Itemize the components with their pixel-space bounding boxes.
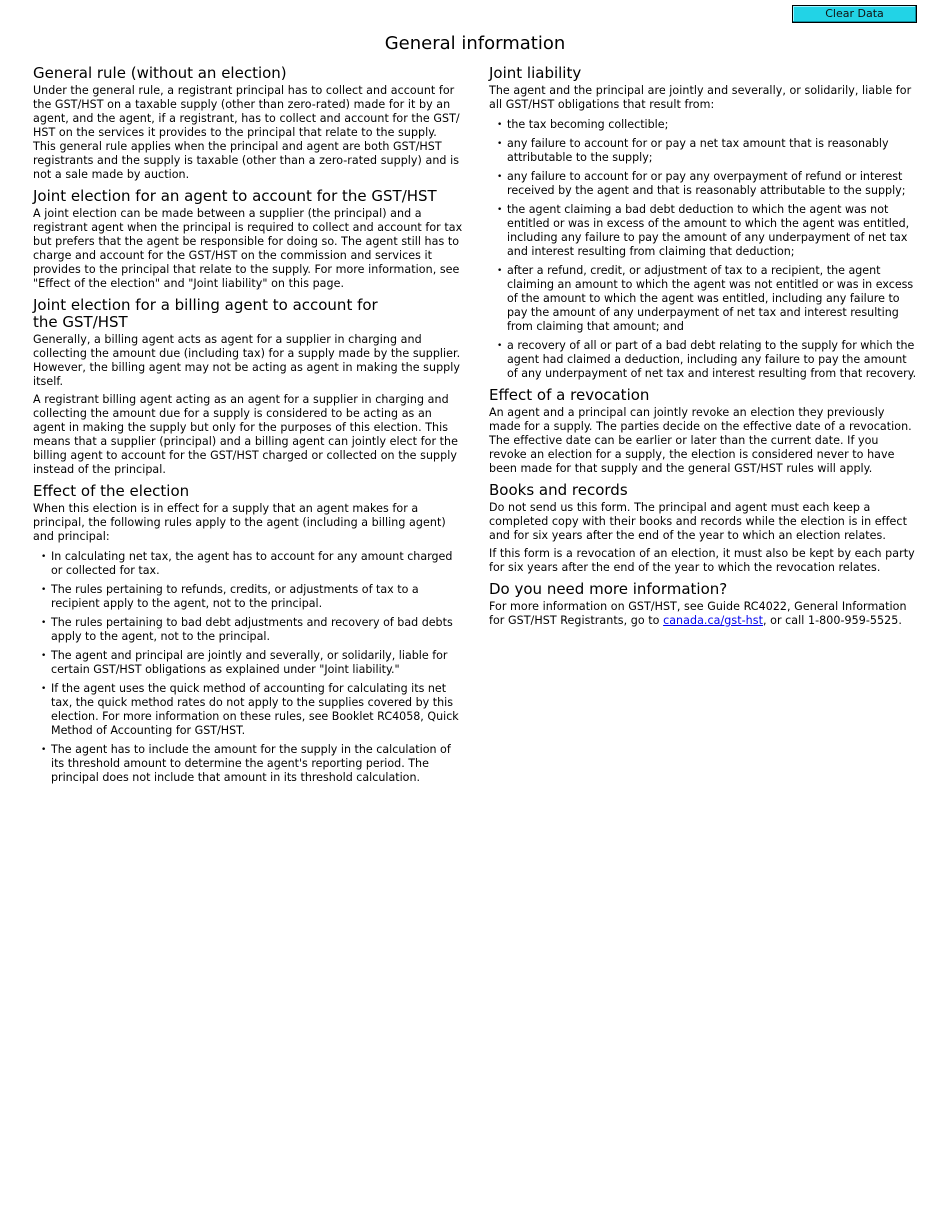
joint-election-billing-section [33,297,463,477]
joint-liability-heading: Joint liability [489,64,582,82]
effect-election-intro: When this election is in effect for a supply that an agent makes for a principal, the following rules apply to the agent (including a billing agent) and principal: [33,502,446,543]
list-item: • The rules pertaining to bad debt adjustments and recovery of bad debts apply to the agent, not to the principal. [33,616,463,644]
joint-election-agent-section [33,188,463,291]
books-records-section [489,482,917,575]
gst-hst-link[interactable]: canada.ca/gst-hst [663,614,763,627]
list-item: • after a refund, credit, or adjustment of tax to a recipient, the agent claiming an amount to which the agent was not entitled or was in excess of the amount to which the agent was entitled, including any failure to pay the amount of any underpayment of net tax and interest resulting from claiming that amount; and [489,264,917,334]
books-records-text-2: If this form is a revocation of an election, it must also be kept by each party for six years after the end of the year to which the revocation relates. [489,547,915,574]
list-item: • In calculating net tax, the agent has to account for any amount charged or collected for tax. [33,550,463,578]
effect-revocation-section [489,387,917,476]
list-item: • any failure to account for or pay a net tax amount that is reasonably attributable to the supply; [489,137,917,165]
effect-revocation-heading: Effect of a revocation [489,386,650,404]
list-item: • The agent and principal are jointly and severally, or solidarily, liable for certain GST/HST obligations as explained under "Joint liability." [33,649,463,677]
list-item: • If the agent uses the quick method of accounting for calculating its net tax, the quick method rates do not apply to the supplies covered by this election. For more information on these rules, see Booklet RC4058, Quick Method of Accounting for GST/HST. [33,682,463,738]
right-column [489,65,917,634]
joint-election-agent-heading: Joint election for an agent to account for the GST/HST [33,187,437,205]
joint-election-billing-heading: Joint election for a billing agent to account for the GST/HST [33,296,378,331]
general-rule-text: Under the general rule, a registrant principal has to collect and account for the GST/HST on a taxable supply (other than zero-rated) made for it by an agent, and the agent, if a registrant, has to collect and account for the GST/ HST on the services it provides to the principal that relate to the supply. This general rule applies when the principal and agent are both GST/HST registrants and the supply is taxable (other than a zero-rated supply) and is not a sale made by auction. [33,84,460,181]
joint-election-billing-text-1: Generally, a billing agent acts as agent for a supplier in charging and collecting the amount due (including tax) for a supply made by the supplier. However, the billing agent may not be acting as agent in making the supply itself. [33,333,461,388]
effect-revocation-text: An agent and a principal can jointly revoke an election they previously made for a supply. The parties decide on the effective date of a revocation. The effective date can be earlier or later than the current date. If you revoke an election for a supply, the election is considered never to have been made for that supply and the general GST/HST rules will apply. [489,406,912,475]
books-records-heading: Books and records [489,481,628,499]
list-item: • the tax becoming collectible; [489,118,917,132]
list-item: • a recovery of all or part of a bad debt relating to the supply for which the agent had claimed a deduction, including any failure to pay the amount of any underpayment of net tax and interest resulting from that recovery. [489,339,917,381]
books-records-text-1: Do not send us this form. The principal and agent must each keep a completed copy with their books and records while the election is in effect and for six years after the end of the year to which an election relates. [489,501,907,542]
joint-election-billing-text-2: A registrant billing agent acting as an agent for a supplier in charging and collecting the amount due for a supply is considered to be acting as an agent in making the supply but only for the purposes of this election. This means that a supplier (principal) and a billing agent can jointly elect for the billing agent to account for the GST/HST charged or collected on the supply instead of the principal. [33,393,458,476]
clear-data-button[interactable]: Clear Data [792,5,917,23]
joint-liability-section [489,65,917,381]
joint-liability-list [489,118,917,381]
more-info-heading: Do you need more information? [489,580,728,598]
joint-election-agent-text: A joint election can be made between a supplier (the principal) and a registrant agent when the principal is required to collect and account for tax but prefers that the agent be responsible for doing so. The agent still has to charge and account for the GST/HST on the commission and services it provides to the principal that relate to the supply. For more information, see "Effect of the election" and "Joint liability" on this page. [33,207,463,290]
list-item: • The agent has to include the amount for the supply in the calculation of its threshold amount to determine the agent's reporting period. The principal does not include that amount in its threshold calculation. [33,743,463,785]
more-info-section [489,581,917,628]
general-rule-heading: General rule (without an election) [33,64,287,82]
effect-election-section [33,483,463,785]
page-title: General information [384,33,566,54]
list-item: • The rules pertaining to refunds, credits, or adjustments of tax to a recipient apply to the agent, not to the principal. [33,583,463,611]
more-info-text-after: , or call 1-800-959-5525. [762,614,902,627]
left-column [33,65,463,791]
more-info-text [489,600,917,628]
more-info-text-before: For more information on GST/HST, see Guide RC4022, General Information for GST/HST Registrants, go to [489,600,907,627]
general-rule-section [33,65,463,182]
joint-liability-intro: The agent and the principal are jointly and severally, or solidarily, liable for all GST/HST obligations that result from: [489,84,912,111]
effect-election-heading: Effect of the election [33,482,190,500]
list-item: • the agent claiming a bad debt deduction to which the agent was not entitled or was in excess of the amount to which the agent was entitled, including any failure to pay the amount of any underpayment of net tax and interest resulting from claiming that deduction; [489,203,917,259]
list-item: • any failure to account for or pay any overpayment of refund or interest received by the agent and that is reasonably attributable to the supply; [489,170,917,198]
effect-election-list [33,550,463,785]
